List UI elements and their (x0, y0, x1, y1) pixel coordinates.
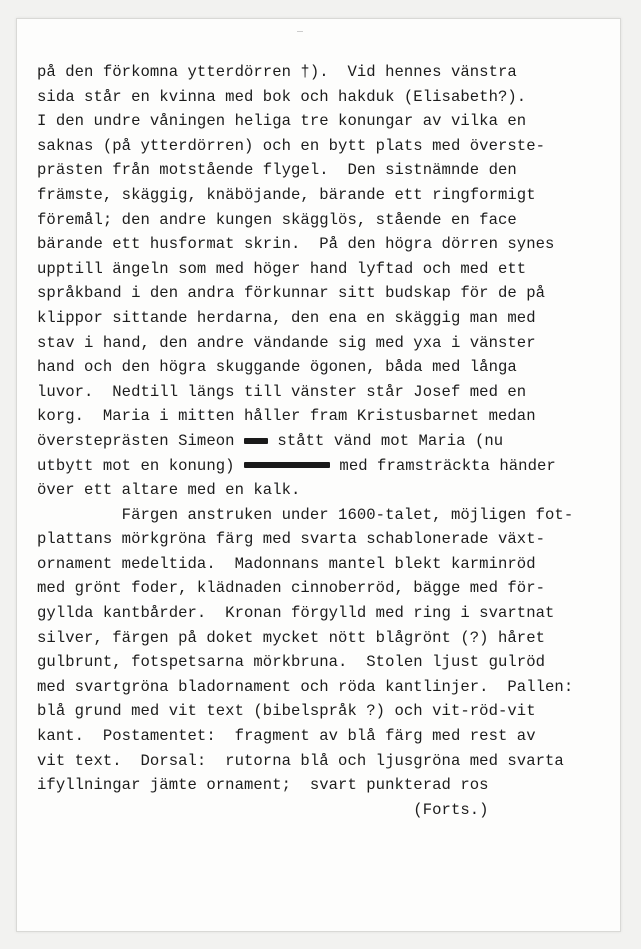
text-line: silver, färgen på doket mycket nött blågrönt (?) håret (37, 628, 546, 647)
text-line: på den förkomna ytterdörren †). Vid hennes vänstra (37, 63, 517, 81)
text-line: stav i hand, den andre vändande sig med yxa i vänster (37, 333, 536, 352)
paper-mark (297, 31, 303, 32)
text-segment: stått vänd mot Maria (nu (268, 431, 504, 450)
continued-note: (Forts.) (37, 800, 489, 819)
text-line: föremål; den andre kungen skägglös, stående en face (37, 210, 517, 229)
text-line-with-redaction (37, 454, 612, 479)
text-line: luvor. Nedtill längs till vänster står Josef med en (37, 382, 527, 401)
text-line: gyllda kantbårder. Kronan förgylld med ring i svartnat (37, 604, 555, 623)
text-line: hand och den högra skuggande ögonen, båda med långa (37, 358, 517, 377)
text-line: upptill ängeln som med höger hand lyftad och med ett (37, 259, 527, 278)
text-line-with-redaction (37, 429, 612, 454)
text-line: bärande ett husformat skrin. På den högra dörren synes (37, 235, 555, 254)
text-segment: utbytt mot en konung) (37, 456, 235, 475)
text-line: korg. Maria i mitten håller fram Kristusbarnet medan (37, 407, 536, 426)
text-line: prästen från motstående flygel. Den sistnämnde den (37, 161, 517, 180)
text-line: klippor sittande herdarna, den ena en skäggig man med (37, 308, 536, 327)
typewritten-text (37, 60, 612, 822)
text-line: med svartgröna bladornament och röda kantlinjer. Pallen: (37, 677, 574, 696)
text-line: sida står en kvinna med bok och hakduk (Elisabeth?). (37, 87, 527, 106)
text-line: ornament medeltida. Madonnans mantel blekt karminröd (37, 554, 536, 573)
text-line: blå grund med vit text (bibelspråk ?) och vit-röd-vit (37, 702, 536, 721)
text-line: Färgen anstruken under 1600-talet, möjligen fot- (37, 505, 574, 524)
text-line: med grönt foder, klädnaden cinnoberröd, bägge med för- (37, 579, 546, 598)
text-line: plattans mörkgröna färg med svarta schablonerade växt- (37, 530, 546, 549)
document-page (16, 18, 621, 932)
text-line: saknas (på ytterdörren) och en bytt plats med överste- (37, 136, 546, 155)
text-line: I den undre våningen heliga tre konungar av vilka en (37, 112, 527, 131)
struck-out-text (244, 462, 330, 468)
text-line: över ett altare med en kalk. (37, 481, 301, 500)
text-line: vit text. Dorsal: rutorna blå och ljusgröna med svarta (37, 751, 564, 770)
text-line: ifyllningar jämte ornament; svart punkterad ros (37, 776, 489, 795)
text-line: främste, skäggig, knäböjande, bärande ett ringformigt (37, 185, 536, 204)
text-line: språkband i den andra förkunnar sitt budskap för de på (37, 284, 546, 303)
text-line: kant. Postamentet: fragment av blå färg med rest av (37, 727, 536, 746)
text-segment: med framsträckta händer (330, 456, 556, 475)
text-line: gulbrunt, fotspetsarna mörkbruna. Stolen ljust gulröd (37, 653, 546, 672)
text-segment: översteprästen Simeon (37, 431, 235, 450)
struck-out-text (244, 438, 268, 444)
